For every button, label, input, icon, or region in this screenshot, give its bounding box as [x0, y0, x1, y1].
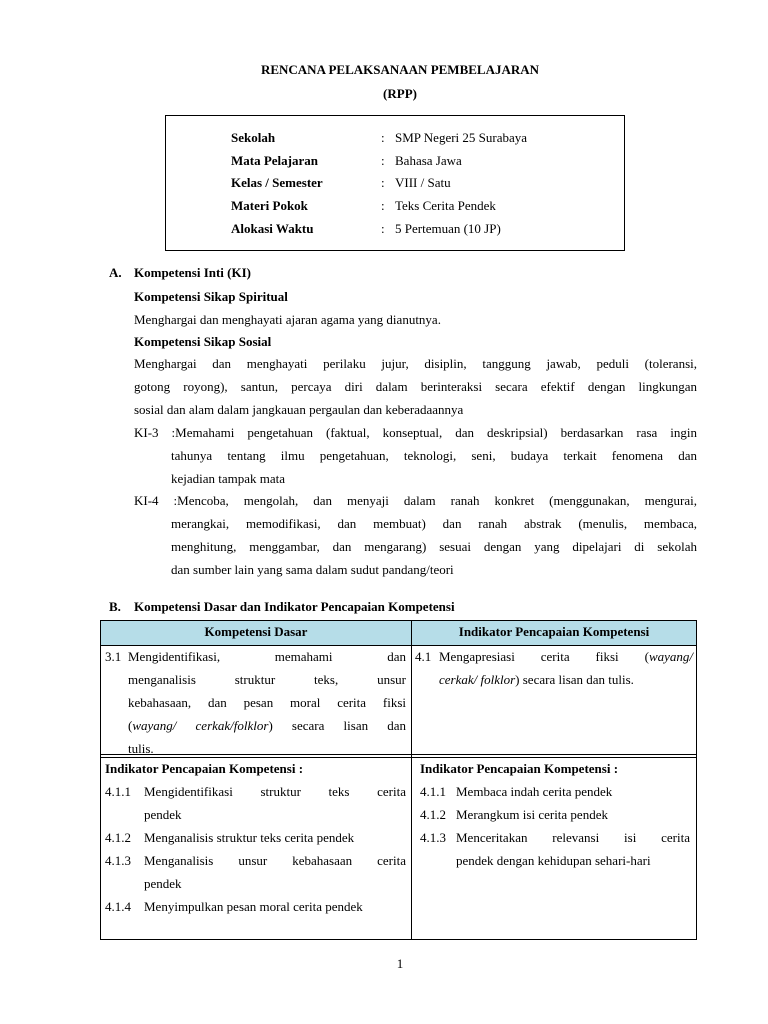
left-ipk-num: 4.1.4	[105, 899, 131, 914]
ki4-line: merangkai, memodifikasi, dan membuat) dan ranah abstrak (menulis, membaca,	[171, 516, 697, 531]
info-colon: :	[381, 221, 385, 236]
ki3-line: tahunya tentang ilmu pengetahuan, teknologi, seni, budaya terkait fenomena dan	[171, 448, 697, 463]
info-label: Mata Pelajaran	[231, 153, 319, 168]
right-ipk-num: 4.1.3	[420, 830, 446, 845]
info-label: Sekolah	[231, 130, 276, 145]
info-label: Alokasi Waktu	[231, 221, 314, 236]
info-colon: :	[381, 198, 385, 213]
section-a-heading: Kompetensi Inti (KI)	[134, 265, 251, 280]
ki4-line: menghitung, menggambar, dan mengarang) sesuai dengan yang dipelajari di sekolah	[171, 539, 697, 554]
info-colon: :	[381, 130, 385, 145]
column-divider	[411, 621, 412, 939]
info-row-kelas	[231, 175, 451, 191]
ipk-line	[439, 645, 693, 668]
info-colon: :	[381, 175, 385, 190]
kd-paren: (	[128, 718, 133, 733]
kd-italic: wayang/ cerkak/folklor	[132, 718, 269, 733]
right-ipk-heading: Indikator Pencapaian Kompetensi :	[420, 761, 619, 776]
sosial-line: gotong royong), santun, percaya diri dalam berinteraksi secara efektif dengan lingkungan	[134, 379, 697, 394]
page-number: 1	[396, 956, 404, 971]
right-ipk-text: Membaca indah cerita pendek	[456, 784, 613, 799]
info-value: 5 Pertemuan (10 JP)	[395, 221, 501, 236]
ipk-number: 4.1	[415, 649, 432, 664]
kd-post: ) secara lisan dan	[268, 718, 406, 733]
left-ipk-heading: Indikator Pencapaian Kompetensi :	[105, 761, 304, 776]
table-header-kd: Kompetensi Dasar	[101, 621, 411, 646]
right-ipk-cont: pendek dengan kehidupan sehari-hari	[456, 853, 651, 868]
ki4-line: KI-4 :Mencoba, mengolah, dan menyaji dalam ranah konkret (menggunakan, mengurai,	[134, 493, 697, 508]
left-ipk-num: 4.1.1	[105, 784, 131, 799]
kd-line: kebahasaan, dan pesan moral cerita fiksi	[128, 695, 406, 710]
ipk-post: ) secara lisan dan tulis.	[515, 672, 634, 687]
info-value: VIII / Satu	[395, 175, 451, 190]
right-ipk-num: 4.1.1	[420, 784, 446, 799]
info-value: Bahasa Jawa	[395, 153, 462, 168]
left-ipk-text: Mengidentifikasi struktur teks cerita	[144, 784, 406, 799]
left-ipk-text: Menganalisis struktur teks cerita pendek	[144, 830, 355, 845]
info-box	[165, 115, 625, 251]
info-label: Materi Pokok	[231, 198, 308, 213]
section-a-letter: A.	[109, 265, 122, 280]
row-divider	[101, 754, 696, 755]
sosial-heading: Kompetensi Sikap Sosial	[134, 334, 272, 349]
info-value: Teks Cerita Pendek	[395, 198, 496, 213]
info-value: SMP Negeri 25 Surabaya	[395, 130, 528, 145]
info-row-materi	[231, 198, 496, 214]
left-ipk-text: Menyimpulkan pesan moral cerita pendek	[144, 899, 363, 914]
ipk-italic: wayang/	[648, 649, 693, 664]
kd-line-italic	[128, 714, 406, 737]
table-header-ipk: Indikator Pencapaian Kompetensi	[412, 621, 696, 646]
info-colon: :	[381, 153, 385, 168]
info-label: Kelas / Semester	[231, 175, 323, 190]
left-ipk-text: Menganalisis unsur kebahasaan cerita	[144, 853, 406, 868]
right-ipk-text: Menceritakan relevansi isi cerita	[456, 830, 690, 845]
kd-number: 3.1	[105, 649, 122, 664]
right-ipk-text: Merangkum isi cerita pendek	[456, 807, 608, 822]
spiritual-heading: Kompetensi Sikap Spiritual	[134, 289, 288, 304]
kd-line: tulis.	[128, 741, 154, 756]
ki3-line: kejadian tampak mata	[171, 471, 286, 486]
info-row-mapel	[231, 153, 462, 169]
left-ipk-num: 4.1.3	[105, 853, 131, 868]
kd-line: Mengidentifikasi, memahami dan	[128, 649, 406, 664]
sosial-line: Menghargai dan menghayati perilaku jujur, disiplin, tanggung jawab, peduli (toleransi,	[134, 356, 697, 371]
left-ipk-cont: pendek	[144, 876, 182, 891]
ipk-pre: Mengapresiasi cerita fiksi (	[439, 649, 649, 664]
right-ipk-num: 4.1.2	[420, 807, 446, 822]
ipk-line	[439, 668, 634, 691]
ki4-line: dan sumber lain yang sama dalam sudut pandang/teori	[171, 562, 454, 577]
sosial-line: sosial dan alam dalam jangkauan pergaulan dan keberadaannya	[134, 402, 464, 417]
info-row-sekolah	[231, 130, 527, 146]
section-b-heading: Kompetensi Dasar dan Indikator Pencapaian Kompetensi	[134, 599, 455, 614]
left-ipk-num: 4.1.2	[105, 830, 131, 845]
document-subtitle: (RPP)	[383, 86, 417, 101]
left-ipk-cont: pendek	[144, 807, 182, 822]
spiritual-text: Menghargai dan menghayati ajaran agama yang dianutnya.	[134, 312, 441, 327]
section-b-letter: B.	[109, 599, 121, 614]
info-row-alokasi	[231, 221, 501, 237]
ipk-italic: cerkak/ folklor	[439, 672, 516, 687]
document-title: RENCANA PELAKSANAAN PEMBELAJARAN	[260, 62, 540, 77]
kd-line: menganalisis struktur teks, unsur	[128, 672, 406, 687]
kd-table	[100, 620, 697, 940]
ki3-line: KI-3 :Memahami pengetahuan (faktual, konseptual, dan deskripsial) berdasarkan rasa ingin	[134, 425, 697, 440]
